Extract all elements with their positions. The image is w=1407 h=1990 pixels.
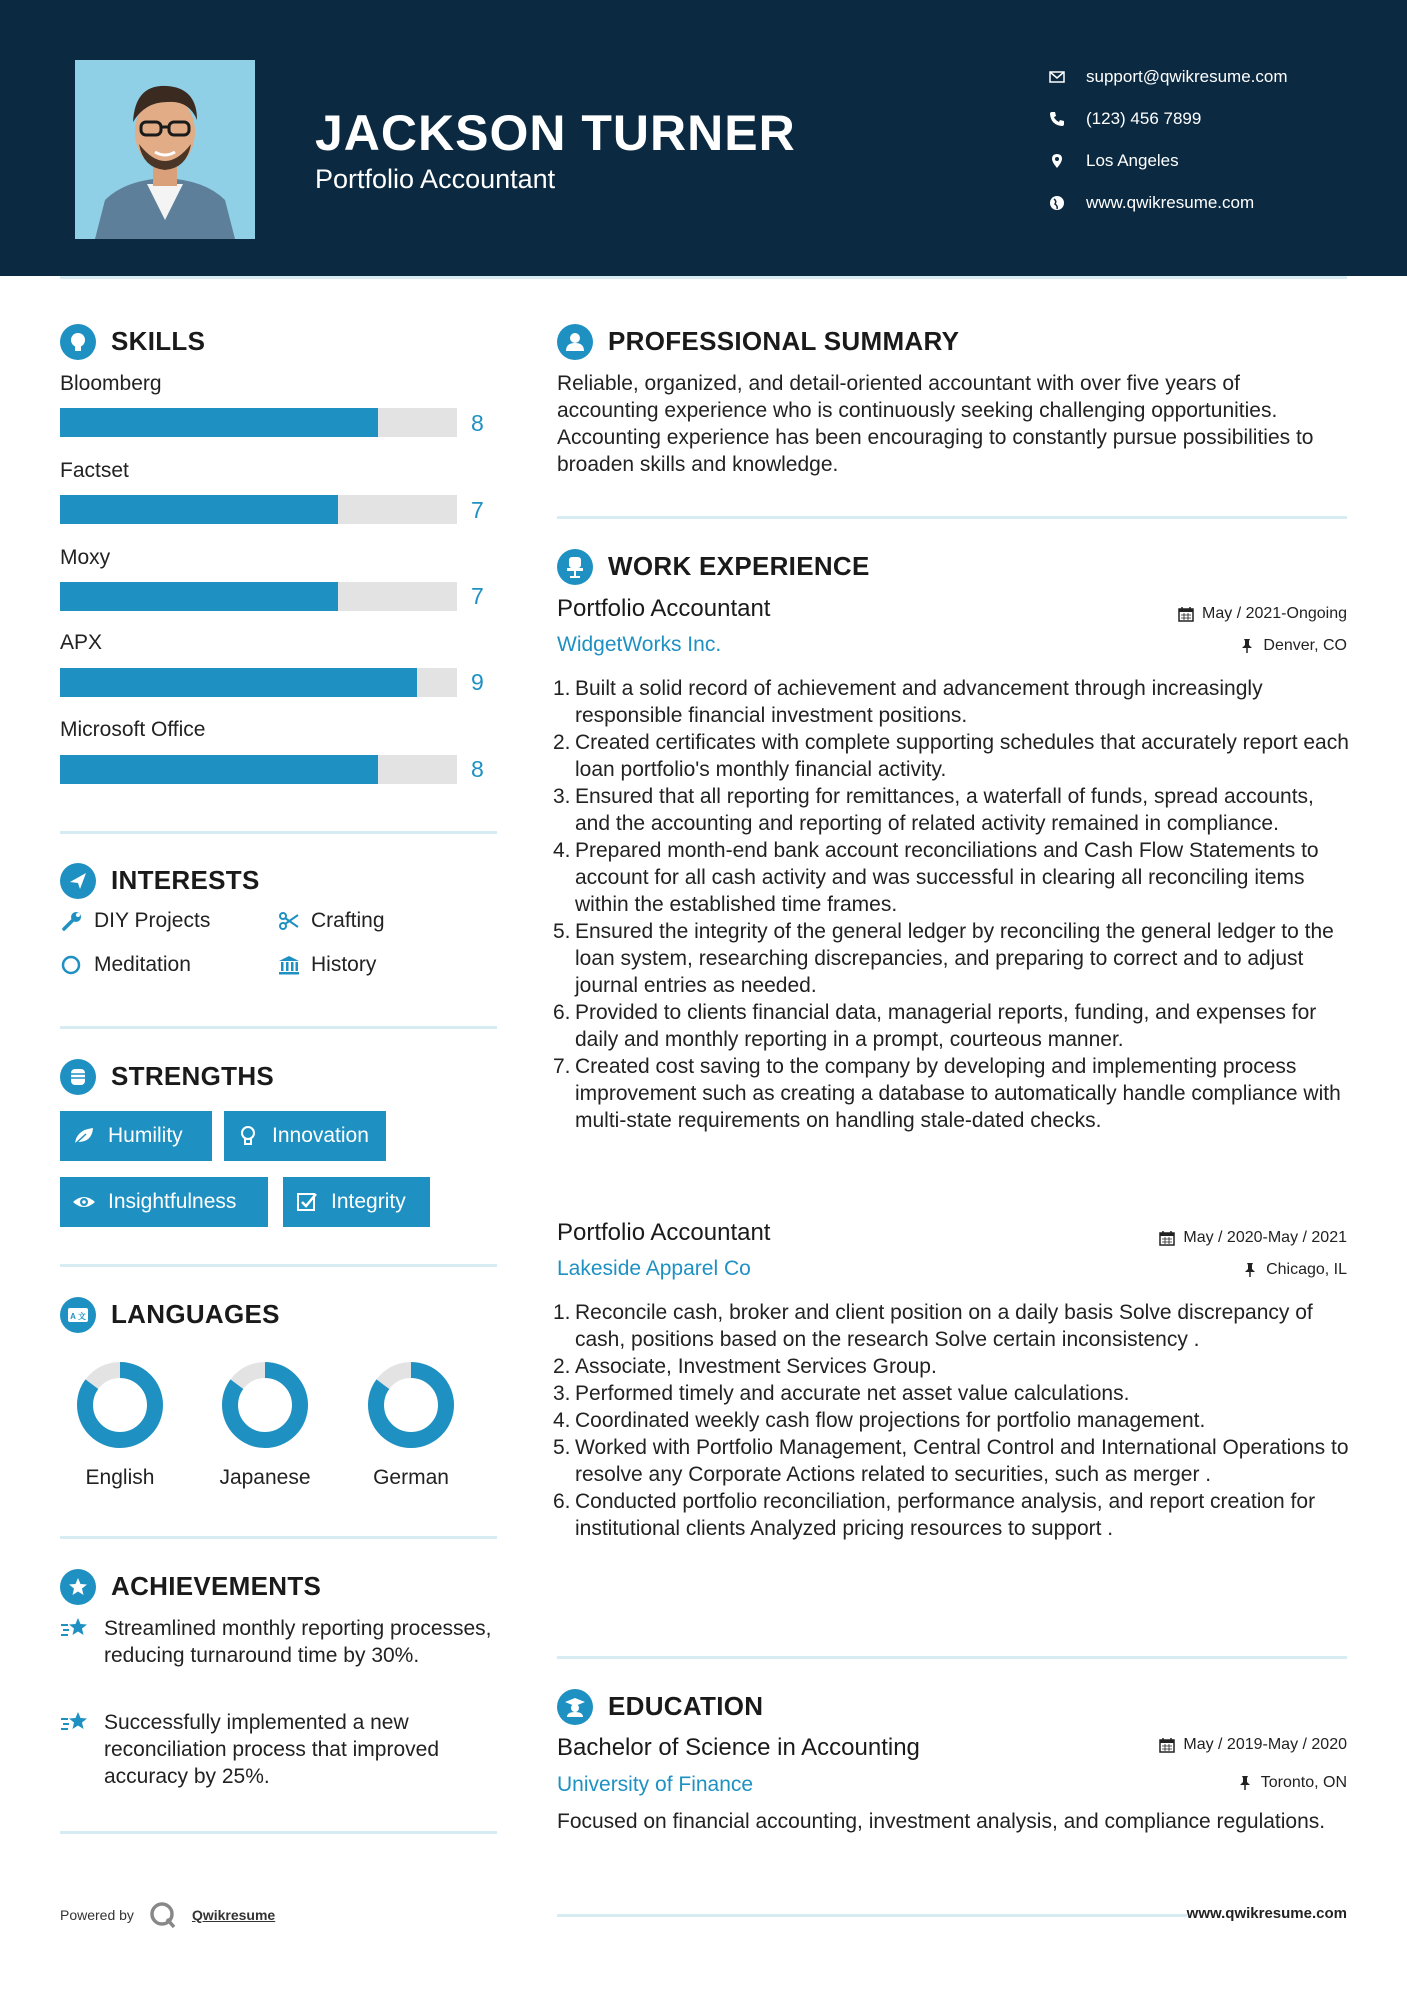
job-date — [1178, 605, 1347, 623]
job-duty: 6. Provided to clients financial data, managerial reports, funding, and expenses for daily and monthly reporting in a prompt, courteous manner. — [553, 1001, 1317, 1051]
skill-label: APX — [60, 631, 103, 654]
calendar-icon — [1159, 1230, 1175, 1246]
skill-bar-fill — [60, 668, 417, 697]
skill-bar-fill — [60, 755, 378, 784]
interest-item — [277, 953, 376, 977]
job-date-text: May / 2020-May / 2021 — [1183, 1229, 1347, 1246]
powered-by — [60, 1900, 275, 1930]
interest-item — [60, 909, 210, 933]
section-divider — [60, 1264, 497, 1267]
shooting-star-icon — [60, 1615, 90, 1643]
fist-icon — [60, 1059, 96, 1095]
language-item — [356, 1360, 466, 1490]
skills-heading: SKILLS — [111, 326, 206, 356]
job-duty: 5. Worked with Portfolio Management, Central Control and International Operations to resolve any Corporate Actions related to securities, such as merger . — [553, 1436, 1349, 1486]
lightbulb-icon — [236, 1124, 260, 1148]
achievements-heading: ACHIEVEMENTS — [111, 1571, 322, 1601]
pushpin-icon — [1242, 1262, 1258, 1278]
lightbulb-icon — [60, 324, 96, 360]
interest-label: DIY Projects — [94, 909, 211, 932]
job-duties — [553, 1299, 1353, 1542]
globe-icon — [1048, 194, 1066, 212]
interest-item — [60, 953, 191, 977]
section-divider — [557, 516, 1347, 519]
job-duty: 2. Created certificates with complete supporting schedules that accurately report each loan portfolio's monthly financial activity. — [553, 731, 1349, 781]
skill-bar — [60, 582, 457, 611]
school-name[interactable]: University of Finance — [557, 1773, 754, 1796]
phone-icon — [1048, 110, 1066, 128]
checkbox-icon — [295, 1190, 319, 1214]
skill-value: 7 — [471, 583, 484, 609]
job-location-text: Chicago, IL — [1266, 1261, 1347, 1278]
job-duty: 7. Created cost saving to the company by developing and implementing process improvement such as creating a database to automatically handle compliance with multi-state requirements on handling stale-dated checks. — [553, 1055, 1341, 1132]
strength-tag — [60, 1177, 268, 1227]
job-location — [1239, 637, 1347, 655]
svg-text:A 文: A 文 — [70, 1312, 86, 1321]
skill-bar-fill — [60, 408, 378, 437]
job-duty: 3. Ensured that all reporting for remittances, a waterfall of funds, spread accounts, and the accounting and reporting of related activity remained in compliance. — [553, 785, 1314, 835]
degree-title: Bachelor of Science in Accounting — [557, 1734, 920, 1761]
section-divider — [60, 1536, 497, 1539]
achievement-item — [60, 1615, 500, 1669]
skill-label: Microsoft Office — [60, 718, 206, 741]
job-duty: 2. Associate, Investment Services Group. — [553, 1355, 937, 1378]
interest-label: Crafting — [311, 909, 385, 932]
skill-bar — [60, 495, 457, 524]
contact-list — [1048, 56, 1288, 224]
strength-label: Integrity — [331, 1190, 406, 1213]
section-divider — [60, 1831, 497, 1834]
job-date-text: May / 2021-Ongoing — [1202, 605, 1347, 622]
section-divider — [557, 1656, 1347, 1659]
pushpin-icon — [1239, 638, 1255, 654]
skill-bar-fill — [60, 582, 338, 611]
contact-location — [1048, 140, 1288, 182]
leaf-icon — [72, 1124, 96, 1148]
job-company[interactable]: WidgetWorks Inc. — [557, 633, 722, 656]
achievement-text: Streamlined monthly reporting processes, reducing turnaround time by 30%. — [104, 1617, 492, 1667]
skill-value: 9 — [471, 669, 484, 695]
footer-divider — [557, 1914, 1187, 1917]
summary-heading: PROFESSIONAL SUMMARY — [608, 326, 960, 356]
achievement-text: Successfully implemented a new reconciliation process that improved accuracy by 25%. — [104, 1711, 439, 1788]
language-item — [210, 1360, 320, 1490]
contact-email-text: support@qwikresume.com — [1086, 67, 1288, 86]
skill-label: Factset — [60, 459, 129, 482]
footer-url[interactable]: www.qwikresume.com — [1186, 1905, 1347, 1922]
header-divider — [60, 276, 1347, 279]
skill-value: 8 — [471, 756, 484, 782]
strength-label: Insightfulness — [108, 1190, 237, 1213]
job-company[interactable]: Lakeside Apparel Co — [557, 1257, 751, 1280]
map-pin-icon — [1048, 152, 1066, 170]
skill-bar-fill — [60, 495, 338, 524]
museum-icon — [277, 953, 301, 977]
summary-text: Reliable, organized, and detail-oriented accountant with over five years of accounting experience who is continuously seeking challenging opportunities. Accounting experience has been encouraging to constantly pursue possibilities to broaden skills and knowledge. — [557, 372, 1314, 476]
skill-bar — [60, 408, 457, 437]
languages-heading: LANGUAGES — [111, 1299, 280, 1329]
job-duty: 4. Coordinated weekly cash flow projections for portfolio management. — [553, 1409, 1206, 1432]
job-date — [1159, 1229, 1347, 1247]
language-label: English — [85, 1466, 155, 1489]
shooting-star-icon — [60, 1709, 90, 1737]
powered-by-label: Powered by — [60, 1907, 134, 1923]
candidate-name: JACKSON TURNER — [315, 105, 796, 161]
skill-label: Bloomberg — [60, 372, 162, 395]
interest-item — [277, 909, 385, 933]
education-date — [1159, 1736, 1347, 1754]
user-icon — [557, 324, 593, 360]
job-title: Portfolio Accountant — [557, 1219, 771, 1246]
education-location — [1237, 1774, 1347, 1792]
strength-tag — [224, 1111, 386, 1161]
language-ring — [366, 1360, 456, 1450]
contact-phone-text: (123) 456 7899 — [1086, 109, 1202, 128]
language-ring — [220, 1360, 310, 1450]
star-badge-icon — [60, 1569, 96, 1605]
strength-label: Humility — [108, 1124, 183, 1147]
job-location — [1242, 1261, 1347, 1279]
strength-label: Innovation — [272, 1124, 369, 1147]
wrench-icon — [60, 909, 84, 933]
language-label: Japanese — [219, 1466, 311, 1489]
language-ring — [75, 1360, 165, 1450]
strength-tag — [60, 1111, 212, 1161]
job-duty: 1. Reconcile cash, broker and client position on a daily basis Solve discrepancy of cash, positions based on the research Solve certain inconsistency . — [553, 1301, 1313, 1351]
education-heading: EDUCATION — [608, 1691, 764, 1721]
paper-plane-icon — [60, 863, 96, 899]
language-label: German — [373, 1466, 449, 1489]
scissors-icon — [277, 909, 301, 933]
candidate-role: Portfolio Accountant — [315, 164, 556, 194]
eye-icon — [72, 1190, 96, 1214]
education-date-text: May / 2019-May / 2020 — [1183, 1736, 1347, 1753]
contact-location-text: Los Angeles — [1086, 151, 1179, 170]
interest-label: History — [311, 953, 377, 976]
skill-label: Moxy — [60, 546, 111, 569]
calendar-icon — [1159, 1737, 1175, 1753]
qwikresume-logo-icon — [148, 1900, 178, 1930]
job-duty: 1. Built a solid record of achievement and advancement through increasingly responsible financial investment positions. — [553, 677, 1263, 727]
office-chair-icon — [557, 549, 593, 585]
profile-photo — [75, 60, 255, 239]
education-description: Focused on financial accounting, investment analysis, and compliance regulations. — [557, 1810, 1326, 1833]
section-divider — [60, 831, 497, 834]
contact-phone[interactable] — [1048, 98, 1288, 140]
graduate-icon — [557, 1689, 593, 1725]
strengths-heading: STRENGTHS — [111, 1061, 275, 1091]
education-location-text: Toronto, ON — [1260, 1774, 1347, 1791]
section-divider — [60, 1026, 497, 1029]
envelope-icon — [1048, 68, 1066, 86]
powered-by-link[interactable]: Qwikresume — [191, 1907, 276, 1923]
job-duty: 6. Conducted portfolio reconciliation, performance analysis, and report creation for institutional clients Analyzed pricing resources to support . — [553, 1490, 1316, 1540]
pushpin-icon — [1237, 1775, 1253, 1791]
job-duty: 3. Performed timely and accurate net asset value calculations. — [553, 1382, 1130, 1405]
job-duty: 4. Prepared month-end bank account reconciliations and Cash Flow Statements to account for all cash activity and was successful in clearing all reconciling items within the established time frames. — [553, 839, 1319, 916]
job-location-text: Denver, CO — [1263, 637, 1347, 654]
skill-value: 8 — [471, 410, 484, 436]
skill-bar — [60, 668, 457, 697]
skill-value: 7 — [471, 497, 484, 523]
job-duties — [553, 675, 1353, 1134]
job-duty: 5. Ensured the integrity of the general ledger by reconciling the general ledger to the loan system, researching discrepancies, and preparing to correct and to adjust journal entries as needed. — [553, 920, 1334, 997]
contact-website[interactable] — [1048, 182, 1288, 224]
job-title: Portfolio Accountant — [557, 595, 771, 622]
circle-icon — [60, 953, 84, 977]
resume-header — [0, 0, 1407, 276]
interests-heading: INTERESTS — [111, 865, 260, 895]
skill-bar — [60, 755, 457, 784]
contact-email[interactable] — [1048, 56, 1288, 98]
strength-tag — [283, 1177, 430, 1227]
contact-website-text: www.qwikresume.com — [1086, 193, 1255, 212]
calendar-icon — [1178, 606, 1194, 622]
language-item — [65, 1360, 175, 1490]
experience-heading: WORK EXPERIENCE — [608, 551, 870, 581]
achievement-item — [60, 1709, 500, 1790]
language-icon — [60, 1297, 96, 1333]
interest-label: Meditation — [94, 953, 191, 976]
